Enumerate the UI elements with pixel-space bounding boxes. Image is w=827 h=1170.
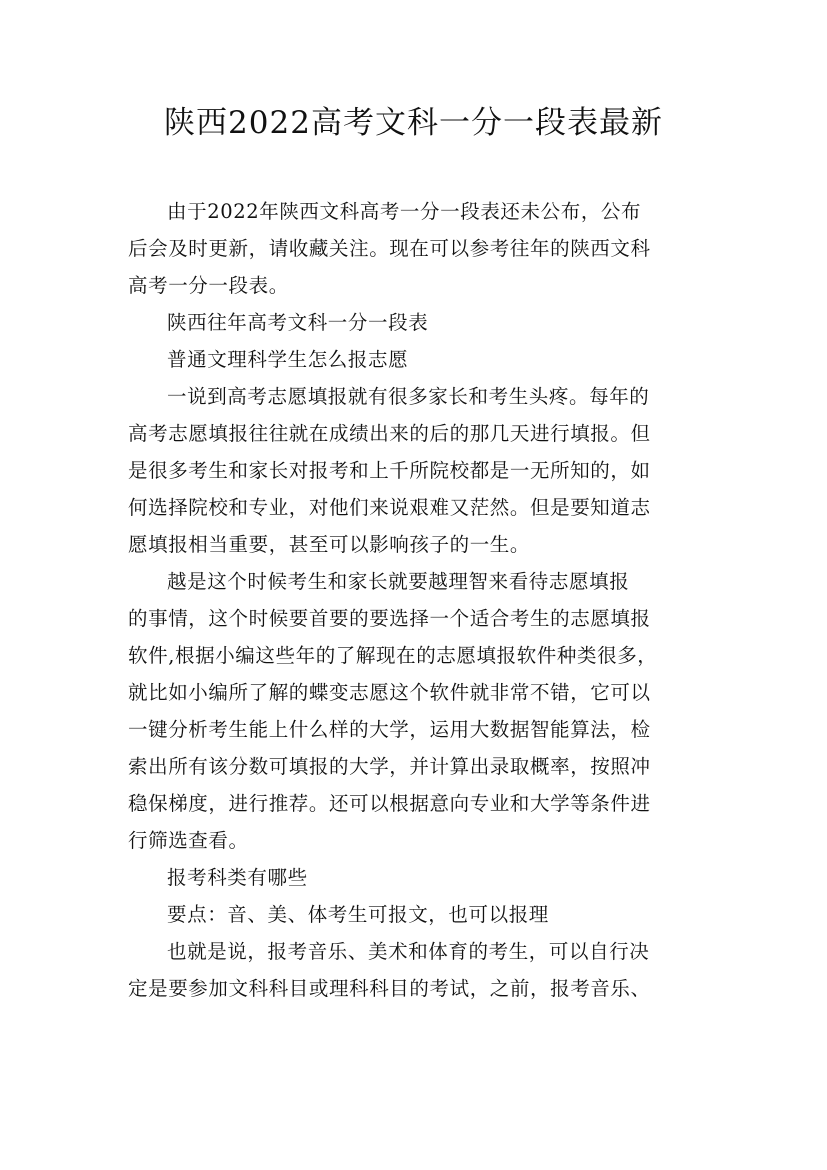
text-line: 是很多考生和家长对报考和上千所院校都是一无所知的，如: [128, 459, 651, 482]
text-line: 一键分析考生能上什么样的大学，运用大数据智能算法，检: [128, 718, 651, 741]
text-line: 高考志愿填报往往就在成绩出来的后的那几天进行填报。但: [128, 422, 651, 445]
text-line: 软件,根据小编这些年的了解现在的志愿填报软件种类很多，: [128, 644, 658, 667]
text-line: 一说到高考志愿填报就有很多家长和考生头疼。每年的: [167, 385, 650, 408]
text-line: 愿填报相当重要，甚至可以影响孩子的一生。: [128, 533, 531, 556]
paragraph-heading-categories: [128, 859, 711, 896]
text-line: 定是要参加文科科目或理科科目的考试，之前，报考音乐、: [128, 977, 651, 1000]
paragraph-worries: [128, 378, 711, 563]
paragraph-intro: [128, 193, 711, 304]
paragraph-heading-apply: [128, 341, 711, 378]
text-line: 的事情，这个时候要首要的要选择一个适合考生的志愿填报: [128, 607, 651, 630]
paragraph-key-point: [128, 896, 711, 933]
text-line: 也就是说，报考音乐、美术和体育的考生，可以自行决: [167, 940, 650, 963]
text-line: 报考科类有哪些: [167, 866, 308, 889]
text-line: 就比如小编所了解的蝶变志愿这个软件就非常不错，它可以: [128, 681, 651, 704]
text-line: 越是这个时候考生和家长就要越理智来看待志愿填报: [167, 570, 630, 593]
paragraph-heading-scores: [128, 304, 711, 341]
text-line: 后会及时更新，请收藏关注。现在可以参考往年的陕西文科: [128, 237, 651, 260]
text-line: 何选择院校和专业，对他们来说艰难又茫然。但是要知道志: [128, 496, 651, 519]
paragraph-arts-students: [128, 933, 711, 1007]
text-line: 行筛选查看。: [128, 829, 249, 852]
paragraph-software: [128, 563, 711, 859]
document-body: [128, 193, 711, 1007]
text-line: 索出所有该分数可填报的大学，并计算出录取概率，按照冲: [128, 755, 651, 778]
text-line: 陕西往年高考文科一分一段表: [167, 311, 429, 334]
text-line: 高考一分一段表。: [128, 274, 289, 297]
text-line: 普通文理科学生怎么报志愿: [167, 348, 409, 371]
text-line: 稳保梯度，进行推荐。还可以根据意向专业和大学等条件进: [128, 792, 651, 815]
document-title: 陕西2022高考文科一分一段表最新: [164, 105, 663, 141]
text-line: 由于2022年陕西文科高考一分一段表还未公布，公布: [167, 200, 642, 223]
text-line: 要点：音、美、体考生可报文，也可以报理: [167, 903, 549, 926]
